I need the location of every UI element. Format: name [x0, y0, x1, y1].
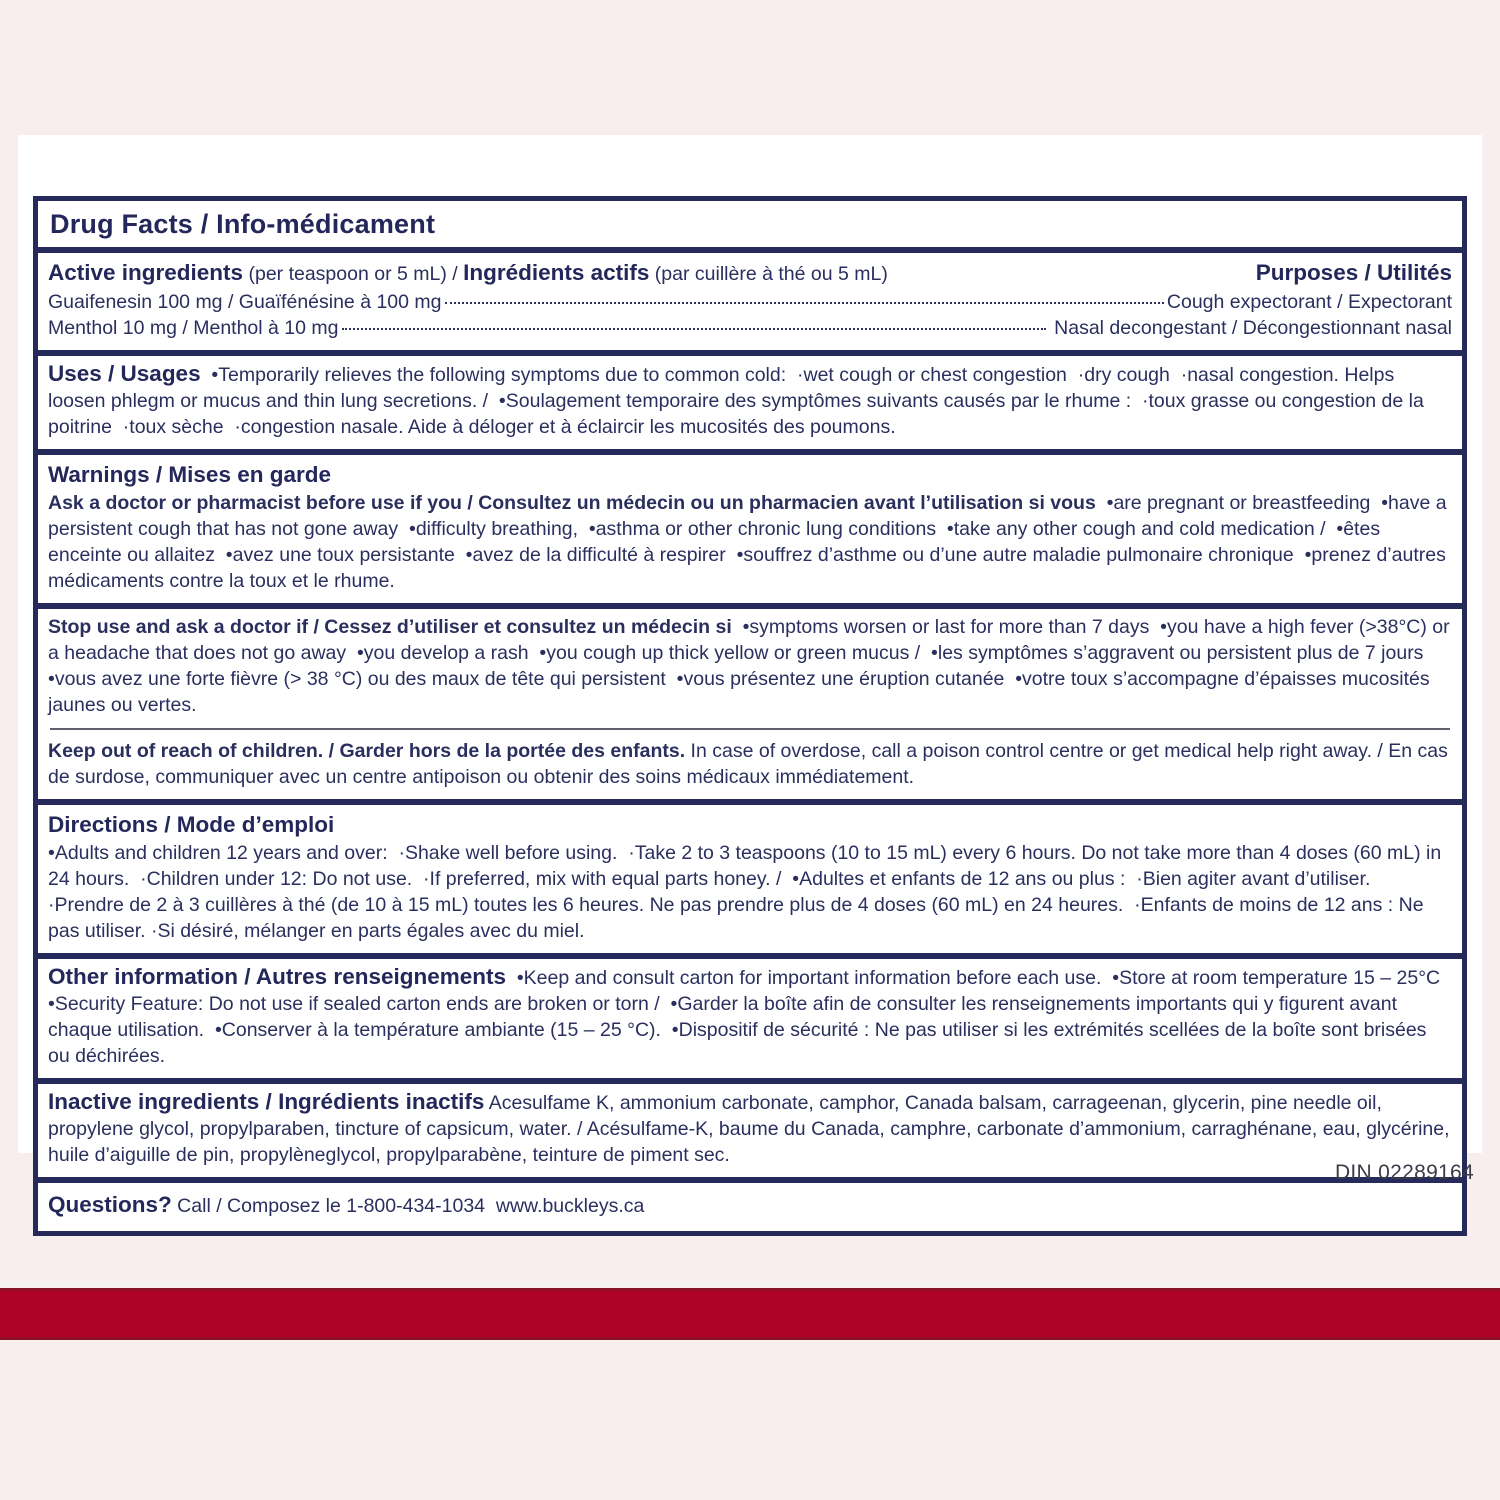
active-ingredients-heading-fr: Ingrédients actifs	[463, 260, 650, 285]
bottom-red-bar	[0, 1288, 1500, 1340]
ingredient-name: Menthol 10 mg / Menthol à 10 mg	[48, 317, 339, 339]
ingredient-row	[48, 289, 1452, 315]
other-information-paragraph	[48, 964, 1452, 1069]
keep-out-of-reach-paragraph	[48, 738, 1452, 790]
inactive-ingredients-body: Acesulfame K, ammonium carbonate, camphor, Canada balsam, carrageenan, glycerin, pine needle oil, propylene glycol, propylparaben, tincture of capsicum, water. / Acésulfame-K, baume du Canada, camphre, carbonate d’ammonium, carraghénane, eau, glycérine, huile d’aiguille de pin, propylèneglycol, propylparabène, teinture de piment sec.	[48, 1092, 1455, 1166]
section-active-ingredients	[38, 253, 1462, 356]
drug-facts-table	[33, 196, 1467, 1236]
other-information-body: •Keep and consult carton for important information before each use. •Store at room temperature 15 – 25°C •Security Feature: Do not use if sealed carton ends are broken or torn / •Garder la boîte afin de consulter les renseignements importants qui y figurent avant chaque utilisation. •Conserver à la température ambiante (15 – 25 °C). •Dispositif de sécurité : Ne pas utiliser si les extrémités scellées de la boîte sont brisées ou déchirées.	[48, 967, 1446, 1067]
active-ingredients-heading-en-note: (per teaspoon or 5 mL) /	[243, 263, 464, 285]
ingredient-row	[48, 315, 1452, 341]
other-information-heading: Other information / Autres renseignements	[48, 964, 506, 989]
warnings-heading: Warnings / Mises en garde	[48, 462, 331, 487]
section-directions	[38, 805, 1462, 959]
active-ingredients-heading-en: Active ingredients	[48, 260, 244, 285]
drug-facts-title: Drug Facts / Info-médicament	[38, 201, 1462, 253]
purposes-heading: Purposes / Utilités	[1255, 260, 1452, 285]
section-inactive-ingredients	[38, 1084, 1462, 1183]
ingredient-name: Guaifenesin 100 mg / Guaïfénésine à 100 mg	[48, 291, 442, 313]
uses-body: •Temporarily relieves the following symptoms due to common cold: ·wet cough or chest congestion ·dry cough ·nasal congestion. Helps loosen phlegm or mucus and thin lung secretions. / •Soulagement temporaire des symptômes suivants causés par le rhume : ·toux grasse ou congestion de la poitrine ·toux sèche ·congestion nasale. Aide à déloger et à éclaircir les mucosités des poumons.	[48, 364, 1430, 438]
stop-use-paragraph	[48, 614, 1455, 718]
stop-use-body: •symptoms worsen or last for more than 7 days •you have a high fever (>38°C) or a headache that does not go away •you develop a rash •you cough up thick yellow or green mucus / •les symptômes s’aggravent ou persistent plus de 7 jours •vous avez une forte fièvre (> 38 °C) ou des maux de tête qui persistent •vous présentez une éruption cutanée •votre toux s’accompagne d’épaisses mucosités jaunes ou vertes.	[48, 616, 1455, 716]
directions-body: •Adults and children 12 years and over: ·Shake well before using. ·Take 2 to 3 teaspoons (10 to 15 mL) every 6 hours. Do not take more than 4 doses (60 mL) in 24 hours. ·Children under 12: Do not use. ·If preferred, mix with equal parts honey. / •Adultes et enfants de 12 ans ou plus : ·Bien agiter avant d’utiliser. ·Prendre de 2 à 3 cuillères à thé (de 10 à 15 mL) toutes les 6 heures. Ne pas prendre plus de 4 doses (60 mL) en 24 heures. ·Enfants de moins de 12 ans : Ne pas utiliser. ·Si désiré, mélanger en parts égales avec du miel.	[48, 842, 1447, 942]
uses-heading: Uses / Usages	[48, 361, 201, 386]
uses-paragraph	[48, 361, 1452, 440]
questions-contact: Call / Composez le 1-800-434-1034 www.buckleys.ca	[171, 1195, 645, 1217]
warnings-ask-doctor-lead: Ask a doctor or pharmacist before use if you / Consultez un médecin ou un pharmacien avant l’utilisation si vous	[48, 492, 1096, 514]
ingredient-purpose: Nasal decongestant / Décongestionnant nasal	[1048, 317, 1452, 339]
warnings-ask-doctor-body: •are pregnant or breastfeeding •have a persistent cough that has not gone away •difficulty breathing, •asthma or other chronic lung conditions •take any other cough and cold medication / •êtes enceinte ou allaitez •avez une toux persistante •avez de la difficulté à respirer •souffrez d’asthme ou d’une autre maladie pulmonaire chronique •prenez d’autres médicaments contre la toux et le rhume.	[48, 492, 1453, 592]
thin-divider	[50, 728, 1450, 730]
stop-use-lead: Stop use and ask a doctor if / Cessez d’utiliser et consultez un médecin si	[48, 616, 732, 638]
section-other-information	[38, 959, 1462, 1084]
warnings-paragraph	[48, 490, 1452, 594]
section-stop-use	[38, 609, 1462, 805]
keep-out-of-reach-body: In case of overdose, call a poison control centre or get medical help right away. / En cas de surdose, communiquer avec un centre antipoison ou obtenir des soins médicaux immédiatement.	[48, 740, 1454, 788]
questions-heading: Questions?	[48, 1192, 172, 1217]
active-ingredients-header	[48, 258, 1452, 289]
din-number: DIN 02289164	[1334, 1161, 1474, 1184]
active-ingredients-heading	[48, 258, 888, 289]
section-uses	[38, 356, 1462, 455]
directions-heading: Directions / Mode d’emploi	[48, 812, 335, 837]
active-ingredients-heading-fr-note: (par cuillère à thé ou 5 mL)	[649, 263, 888, 285]
ingredient-purpose: Cough expectorant / Expectorant	[1166, 291, 1452, 313]
inactive-ingredients-paragraph	[48, 1089, 1455, 1168]
inactive-ingredients-heading: Inactive ingredients / Ingrédients inactifs	[48, 1089, 485, 1114]
section-warnings	[38, 455, 1462, 609]
light-divider-line	[0, 1282, 1500, 1286]
section-questions	[38, 1183, 1462, 1231]
questions-paragraph	[48, 1192, 1452, 1219]
keep-out-of-reach-lead: Keep out of reach of children. / Garder hors de la portée des enfants.	[48, 740, 686, 762]
